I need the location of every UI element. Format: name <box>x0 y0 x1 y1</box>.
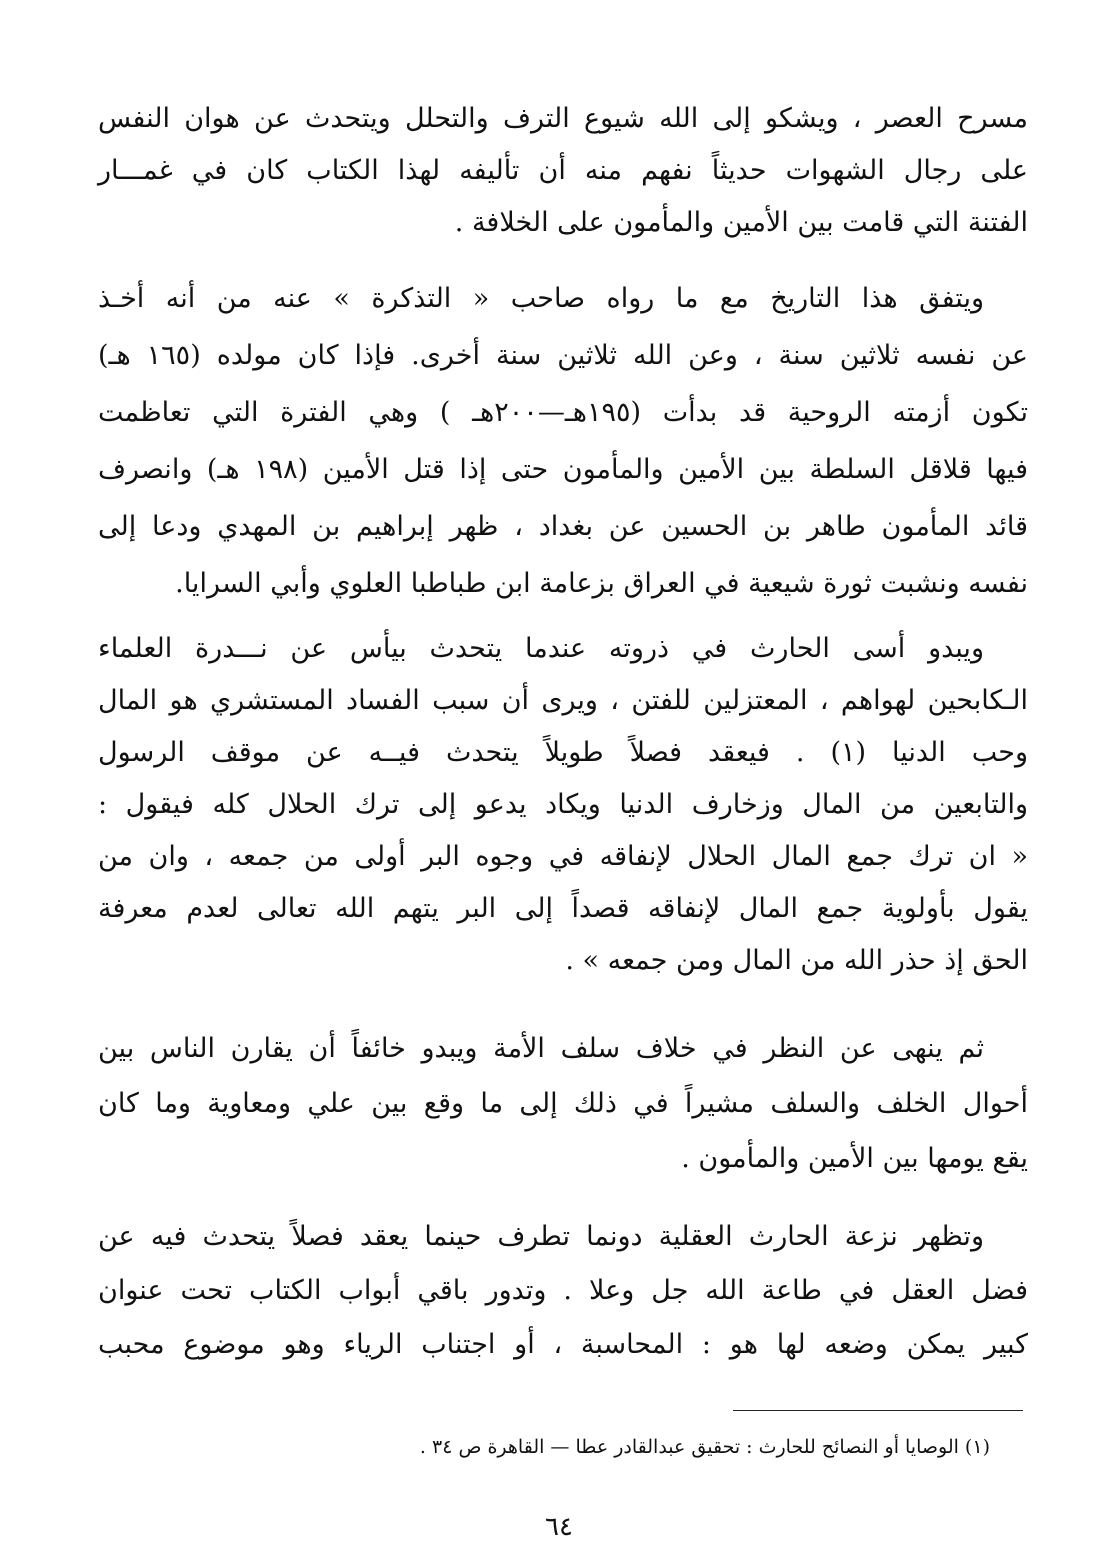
text-line: عن نفسه ثلاثين سنة ، وعن الله ثلاثين سنة أخرى. فإذا كان مولده (١٦٥ هـ) <box>98 340 1028 371</box>
text-line: الـكابحين لهواهم ، المعتزلين للفتن ، ويرى أن سبب الفساد المستشري هو المال <box>98 685 1028 716</box>
text-line: كبير يمكن وضعه لها هو : المحاسبة ، أو اجتناب الرياء وهو موضوع محبب <box>98 1329 1028 1360</box>
paragraph-1 <box>98 104 1028 238</box>
text-line: الحق إذ حذر الله من المال ومن جمعه » . <box>565 945 1028 976</box>
page-number: ٦٤ <box>545 1512 573 1542</box>
paragraph-2 <box>98 284 1028 599</box>
text-line: يقع يومها بين الأمين والمأمون . <box>681 1143 1028 1174</box>
paragraph-5 <box>98 1222 1028 1360</box>
text-line: ثم ينهى عن النظر في خلاف سلف الأمة ويبدو خائفاً أن يقارن الناس بين <box>98 1033 984 1064</box>
footnote: (١) الوصايا أو النصائح للحارث : تحقيق عبدالقادر عطا — القاهرة ص ٣٤ . <box>419 1436 990 1458</box>
footnote-rule <box>733 1410 1023 1411</box>
text-line: فيها قلاقل السلطة بين الأمين والمأمون حتى إذا قتل الأمين (١٩٨ هـ) وانصرف <box>98 454 1029 485</box>
text-line: يقول بأولوية جمع المال لإنفاقه قصداً إلى البر يتهم الله تعالى لعدم معرفة <box>98 893 1028 924</box>
text-line: أحوال الخلف والسلف مشيراً في ذلك إلى ما وقع بين علي ومعاوية وما كان <box>98 1088 1028 1119</box>
paragraph-3 <box>98 634 1028 976</box>
text-line: وحب الدنيا (١) . فيعقد فصلاً طويلاً يتحدث فيــه عن موقف الرسول <box>98 737 1028 768</box>
paragraph-4 <box>98 1034 1028 1174</box>
text-line: قائد المأمون طاهر بن الحسين عن بغداد ، ظهر إبراهيم بن المهدي ودعا إلى <box>98 511 1028 542</box>
text-line: « ان ترك جمع المال الحلال لإنفاقه في وجوه البر أولى من جمعه ، وان من <box>98 841 1028 872</box>
text-line: نفسه ونشبت ثورة شيعية في العراق بزعامة ابن طباطبا العلوي وأبي السرايا. <box>175 568 1028 599</box>
text-line: ويبدو أسى الحارث في ذروته عندما يتحدث بيأس عن نـــدرة العلماء <box>98 633 984 664</box>
text-line: تكون أزمته الروحية قد بدأت (١٩٥هـ—٢٠٠هـ ) وهي الفترة التي تعاظمت <box>98 397 1028 428</box>
text-line: فضل العقل في طاعة الله جل وعلا . وتدور باقي أبواب الكتاب تحت عنوان <box>98 1275 1028 1306</box>
text-line: على رجال الشهوات حديثاً نفهم منه أن تأليفه لهذا الكتاب كان في غمـــار <box>98 155 1028 186</box>
text-line: وتظهر نزعة الحارث العقلية دونما تطرف حينما يعقد فصلاً يتحدث فيه عن <box>98 1221 984 1252</box>
text-line: الفتنة التي قامت بين الأمين والمأمون على الخلافة . <box>454 207 1028 238</box>
text-line: مسرح العصر ، ويشكو إلى الله شيوع الترف والتحلل ويتحدث عن هوان النفس <box>98 103 1028 134</box>
text-line: ويتفق هذا التاريخ مع ما رواه صاحب « التذكرة » عنه من أنه أخـذ <box>98 283 984 314</box>
text-line: والتابعين من المال وزخارف الدنيا ويكاد يدعو إلى ترك الحلال كله فيقول : <box>98 789 1028 820</box>
